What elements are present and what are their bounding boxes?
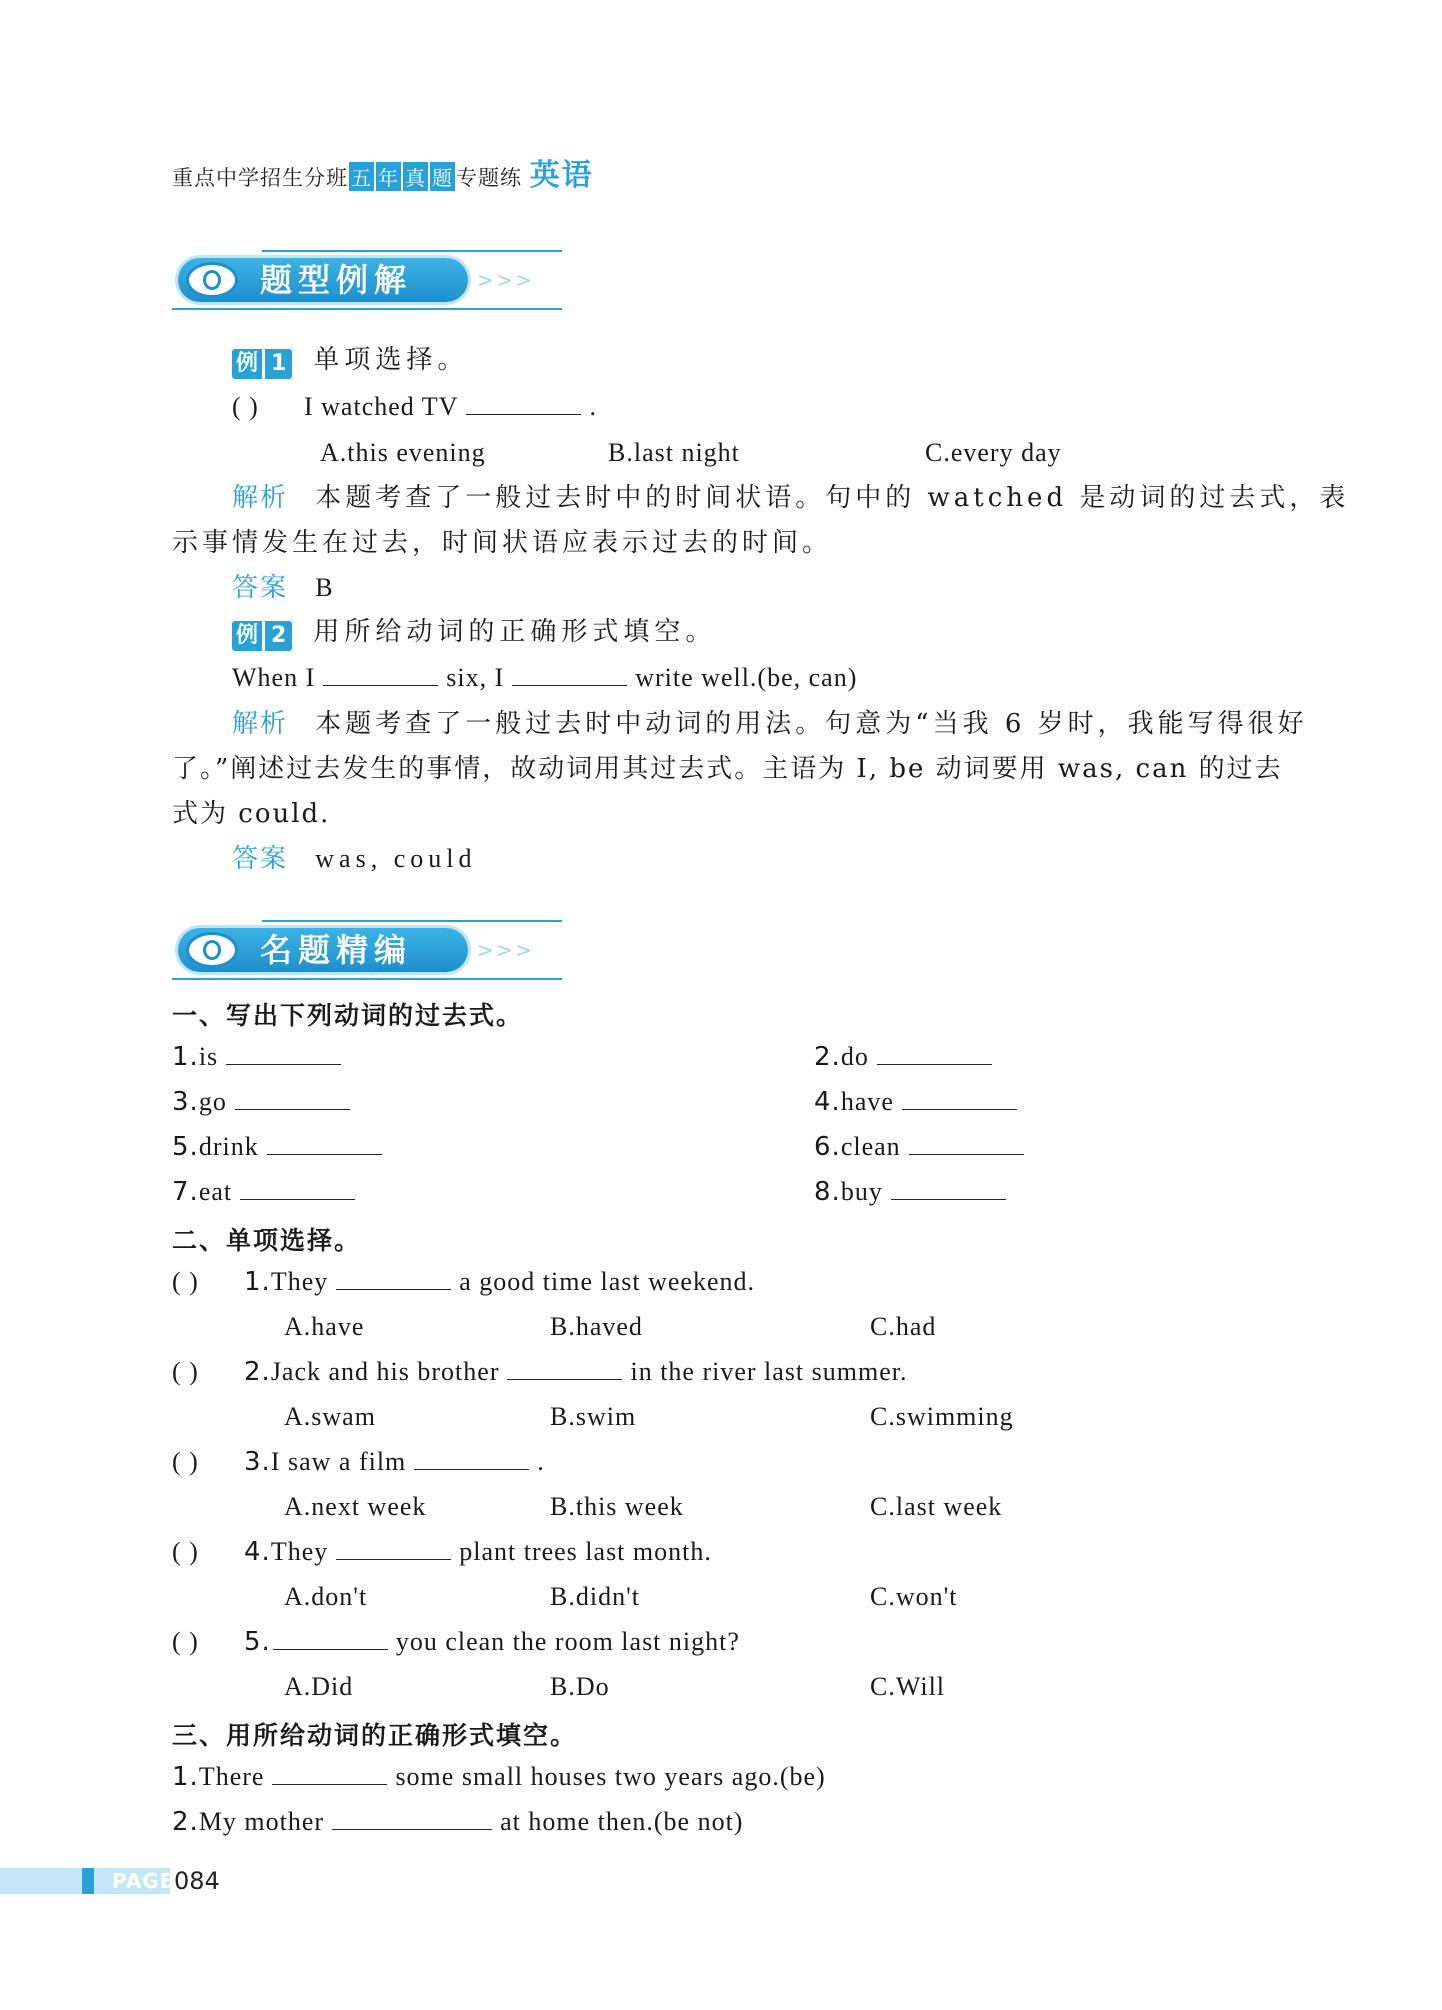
analysis-label: 解析 bbox=[232, 483, 289, 513]
blank-line bbox=[466, 392, 581, 415]
question-text: six, I bbox=[446, 663, 505, 692]
option-a: A.this evening bbox=[320, 438, 486, 467]
example-2-heading bbox=[232, 616, 716, 651]
analysis-text: 示事情发生在过去，时间状语应表示过去的时间。 bbox=[172, 528, 833, 558]
mc-question: ( ) 5. you clean the room last night? bbox=[172, 1627, 740, 1657]
disc-icon bbox=[186, 932, 238, 968]
running-header bbox=[172, 150, 594, 194]
question-text: When I bbox=[232, 663, 316, 692]
example-2-answer bbox=[232, 843, 476, 875]
answer-label: 答案 bbox=[232, 573, 289, 603]
example-2-question bbox=[232, 662, 857, 694]
example-1-question bbox=[232, 391, 597, 423]
question-text: write well.(be, can) bbox=[635, 663, 858, 692]
mc-question: ( ) 2.Jack and his brother in the river last summer. bbox=[172, 1357, 908, 1387]
answer-paren: ( ) bbox=[172, 1627, 199, 1656]
blank-line bbox=[336, 1537, 451, 1560]
blank-line bbox=[507, 1357, 622, 1380]
header-highlight: 真 bbox=[403, 162, 428, 191]
example-instruction: 单项选择。 bbox=[313, 345, 469, 375]
blank-line bbox=[891, 1177, 1006, 1200]
option-b: B.didn't bbox=[550, 1582, 640, 1611]
blank-line bbox=[240, 1177, 355, 1200]
section-banner-exercises bbox=[172, 920, 572, 982]
header-prefix: 重点中学招生分班 bbox=[172, 166, 348, 190]
option-c: C.swimming bbox=[870, 1402, 1014, 1431]
header-highlight: 年 bbox=[376, 162, 401, 191]
blank-line bbox=[267, 1132, 382, 1155]
answer-paren: ( ) bbox=[172, 1447, 199, 1476]
verb-item: 3.go bbox=[172, 1086, 358, 1118]
option-b: B.haved bbox=[550, 1312, 643, 1341]
option-c: C.had bbox=[870, 1312, 937, 1341]
option-b: B.swim bbox=[550, 1402, 637, 1431]
blank-line bbox=[902, 1087, 1017, 1110]
question-text: I watched TV bbox=[304, 392, 459, 421]
option-a: A.next week bbox=[284, 1492, 427, 1521]
section-banner-examples bbox=[172, 250, 572, 312]
example-1-answer bbox=[232, 572, 338, 604]
analysis-text: 本题考查了一般过去时中的时间状语。句中的 watched 是动词的过去式，表 bbox=[315, 483, 1350, 513]
mc-question: ( ) 4.They plant trees last month. bbox=[172, 1537, 712, 1567]
answer-paren: ( ) bbox=[172, 1537, 199, 1566]
analysis-text: 本题考查了一般过去时中动词的用法。句意为“当我 6 岁时，我能写得很好 bbox=[315, 709, 1308, 739]
blank-line bbox=[273, 1627, 388, 1650]
mc-question: ( ) 1.They a good time last weekend. bbox=[172, 1267, 755, 1297]
footer-marker bbox=[82, 1868, 94, 1894]
verb-item: 5.drink bbox=[172, 1131, 390, 1163]
answer-value: was, could bbox=[315, 844, 477, 873]
verb-item: 1.is bbox=[172, 1041, 349, 1073]
header-highlight: 五 bbox=[349, 162, 374, 191]
mc-question: ( ) 3.I saw a film . bbox=[172, 1447, 545, 1477]
example-badge: 例 1 bbox=[232, 349, 292, 379]
banner-title: 题型例解 bbox=[260, 261, 413, 299]
answer-label: 答案 bbox=[232, 844, 289, 874]
section-title: 三、用所给动词的正确形式填空。 bbox=[172, 1721, 578, 1750]
verb-item: 7.eat bbox=[172, 1176, 363, 1208]
header-suffix: 专题练 bbox=[456, 166, 522, 190]
option-b: B.last night bbox=[608, 438, 740, 467]
verb-item: 4.have bbox=[814, 1086, 1025, 1118]
example-instruction: 用所给动词的正确形式填空。 bbox=[313, 617, 717, 647]
header-subject: 英语 bbox=[529, 158, 594, 193]
arrows-icon: > > > bbox=[477, 268, 530, 292]
blank-line bbox=[414, 1447, 529, 1470]
option-a: A.don't bbox=[284, 1582, 368, 1611]
answer-value: B bbox=[315, 573, 338, 602]
page-number: 084 bbox=[174, 1867, 220, 1895]
blank-line bbox=[272, 1762, 387, 1785]
banner-title: 名题精编 bbox=[260, 931, 413, 969]
analysis-text: 了。”阐述过去发生的事情，故动词用其过去式。主语为 I, be 动词要用 was, can 的过去 bbox=[172, 754, 1283, 784]
option-a: A.have bbox=[284, 1312, 365, 1341]
verb-item: 8.buy bbox=[814, 1176, 1014, 1208]
analysis-text: 式为 could. bbox=[172, 799, 331, 829]
option-c: C.last week bbox=[870, 1492, 1003, 1521]
example-2-analysis bbox=[232, 708, 1308, 740]
option-a: A.swam bbox=[284, 1402, 376, 1431]
page-label: PAGE bbox=[112, 1869, 175, 1893]
option-c: C.won't bbox=[870, 1582, 958, 1611]
blank-line bbox=[235, 1087, 350, 1110]
section-title: 二、单项选择。 bbox=[172, 1226, 362, 1255]
example-badge: 例 2 bbox=[232, 621, 292, 651]
option-c: C.Will bbox=[870, 1672, 946, 1701]
section-title: 一、写出下列动词的过去式。 bbox=[172, 1001, 524, 1030]
option-b: B.Do bbox=[550, 1672, 610, 1701]
footer-strip bbox=[0, 1868, 82, 1894]
option-c: C.every day bbox=[925, 438, 1062, 467]
option-b: B.this week bbox=[550, 1492, 684, 1521]
question-text-end: . bbox=[589, 392, 597, 421]
option-a: A.Did bbox=[284, 1672, 354, 1701]
blank-line bbox=[226, 1042, 341, 1065]
verb-item: 6.clean bbox=[814, 1131, 1032, 1163]
blank-line bbox=[512, 663, 627, 686]
verb-item: 2.do bbox=[814, 1041, 1000, 1073]
blank-line bbox=[909, 1132, 1024, 1155]
analysis-label: 解析 bbox=[232, 709, 289, 739]
fill-item: 1.There some small houses two years ago.(be) bbox=[172, 1762, 826, 1792]
fill-item: 2.My mother at home then.(be not) bbox=[172, 1807, 744, 1837]
example-1-analysis bbox=[232, 482, 1349, 514]
disc-icon bbox=[186, 262, 238, 298]
answer-paren: ( ) bbox=[172, 1357, 199, 1386]
answer-paren: ( ) bbox=[232, 392, 259, 421]
header-highlight: 题 bbox=[430, 162, 455, 191]
example-1-heading bbox=[232, 344, 468, 379]
arrows-icon: > > > bbox=[477, 938, 530, 962]
answer-paren: ( ) bbox=[172, 1267, 199, 1296]
blank-line bbox=[877, 1042, 992, 1065]
blank-line bbox=[323, 663, 438, 686]
blank-line bbox=[336, 1267, 451, 1290]
blank-line bbox=[332, 1807, 492, 1830]
